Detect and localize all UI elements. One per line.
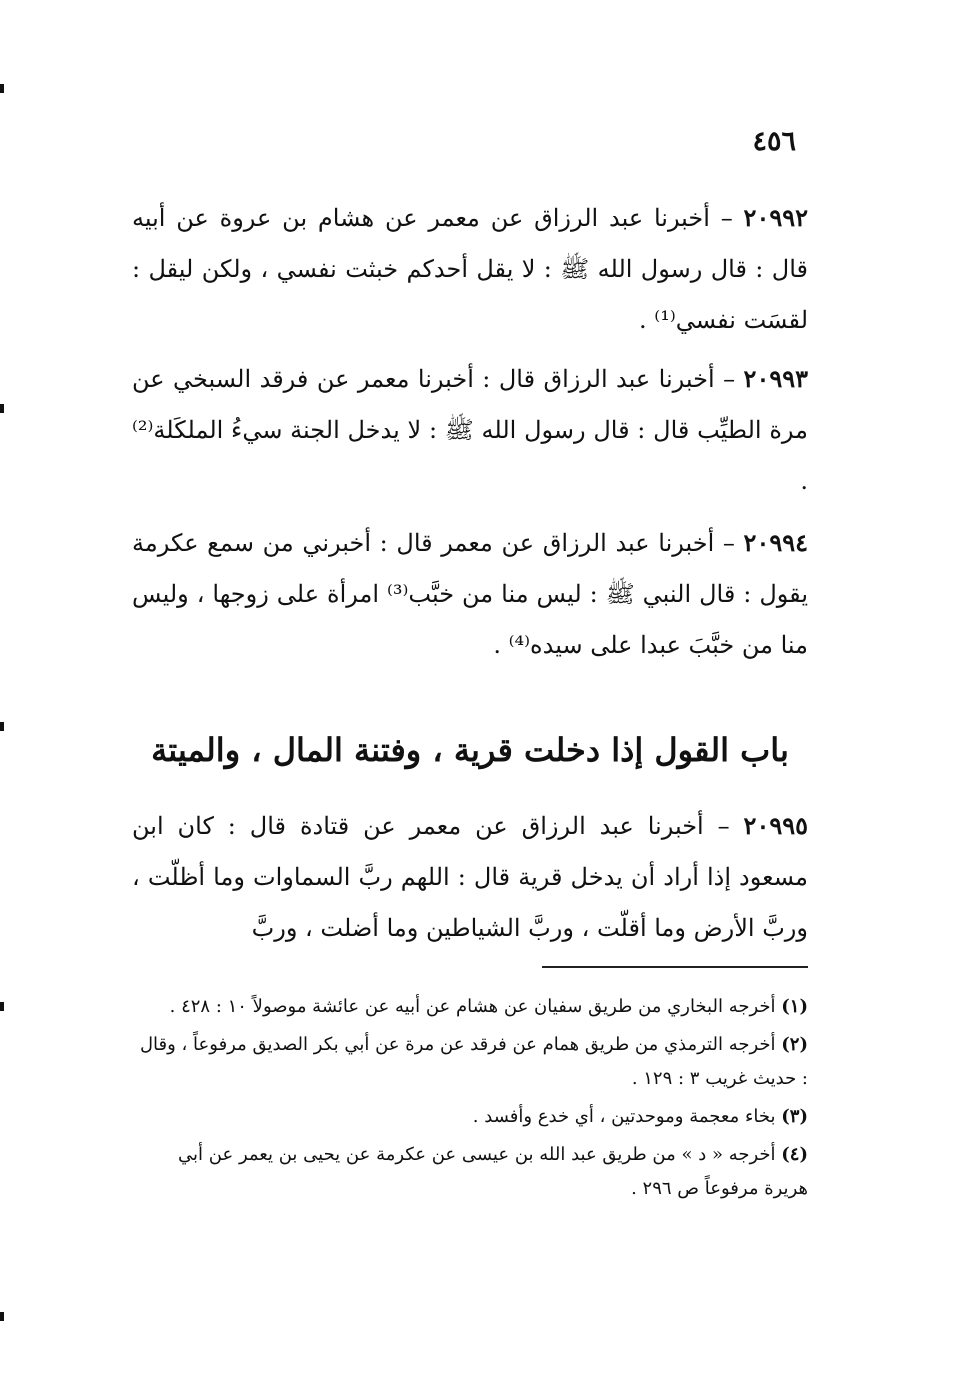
page-number: ٤٥٦ — [752, 126, 796, 157]
chapter-heading: باب القول إذا دخلت قرية ، وفتنة المال ، والميتة — [151, 731, 789, 769]
binding-mark — [0, 722, 4, 731]
hadith-entry — [132, 800, 808, 954]
binding-mark — [0, 1002, 4, 1011]
footnote-marker: (٣) — [781, 1106, 808, 1127]
hadith-text: – أخبرنا عبد الرزاق عن معمر عن هشام بن عروة عن أبيه قال : قال رسول الله ﷺ : لا يقل أحدكم خبثت نفسي ، ولكن ليقل : لقسَت نفسي⁽¹⁾ . — [132, 204, 808, 334]
hadith-text: – أخبرنا عبد الرزاق عن معمر عن قتادة قال : كان ابن مسعود إذا أراد أن يدخل قرية قال : اللهم ربَّ السماوات وما أظلّت ، وربَّ الأرض وما أقلّت ، وربَّ الشياطين وما أضلت ، وربَّ — [132, 812, 808, 942]
footnote-marker: (١) — [781, 996, 808, 1017]
footnote — [136, 1028, 808, 1096]
hadith-text: – أخبرنا عبد الرزاق قال : أخبرنا معمر عن فرقد السبخي عن مرة الطيِّب قال : قال رسول الله ﷺ : لا يدخل الجنة سيءُ الملكَلة⁽²⁾ . — [132, 365, 808, 495]
hadith-number: ٢٠٩٩٥ — [743, 811, 808, 840]
footnote-text: بخاء معجمة وموحدتين ، أي خدع وأفسد . — [472, 1106, 776, 1127]
footnote-marker: (٢) — [781, 1034, 808, 1055]
footnotes — [136, 990, 808, 1210]
binding-mark — [0, 1312, 4, 1321]
hadith-number: ٢٠٩٩٢ — [743, 203, 808, 232]
footnote — [136, 1100, 808, 1134]
hadith-entry — [132, 353, 808, 507]
footnote-marker: (٤) — [781, 1144, 808, 1165]
hadith-text: – أخبرنا عبد الرزاق عن معمر قال : أخبرني من سمع عكرمة يقول : قال النبي ﷺ : ليس منا من خبَّب⁽³⁾ امرأة على زوجها ، وليس منا من خبَّبَ عبدا على سيده⁽⁴⁾ . — [132, 529, 808, 659]
footnote-text: أخرجه الترمذي من طريق همام عن فرقد عن مرة عن أبي بكر الصديق مرفوعاً ، وقال : حديث غريب ٣ : ١٢٩ . — [139, 1034, 808, 1089]
footnote — [136, 990, 808, 1024]
footnote-text: أخرجه « د » من طريق عبد الله بن عيسى عن عكرمة عن يحيى بن يعمر عن أبي هريرة مرفوعاً ص ٢٩٦ . — [178, 1144, 808, 1199]
footnote-divider — [542, 966, 808, 968]
binding-mark — [0, 404, 4, 413]
binding-mark — [0, 84, 4, 93]
hadith-entry — [132, 517, 808, 671]
footnote — [136, 1138, 808, 1206]
hadith-number: ٢٠٩٩٤ — [743, 528, 808, 557]
footnote-text: أخرجه البخاري من طريق سفيان عن هشام عن أبيه عن عائشة موصولاً ١٠ : ٤٢٨ . — [169, 996, 776, 1017]
hadith-entry — [132, 192, 808, 346]
hadith-number: ٢٠٩٩٣ — [743, 364, 808, 393]
